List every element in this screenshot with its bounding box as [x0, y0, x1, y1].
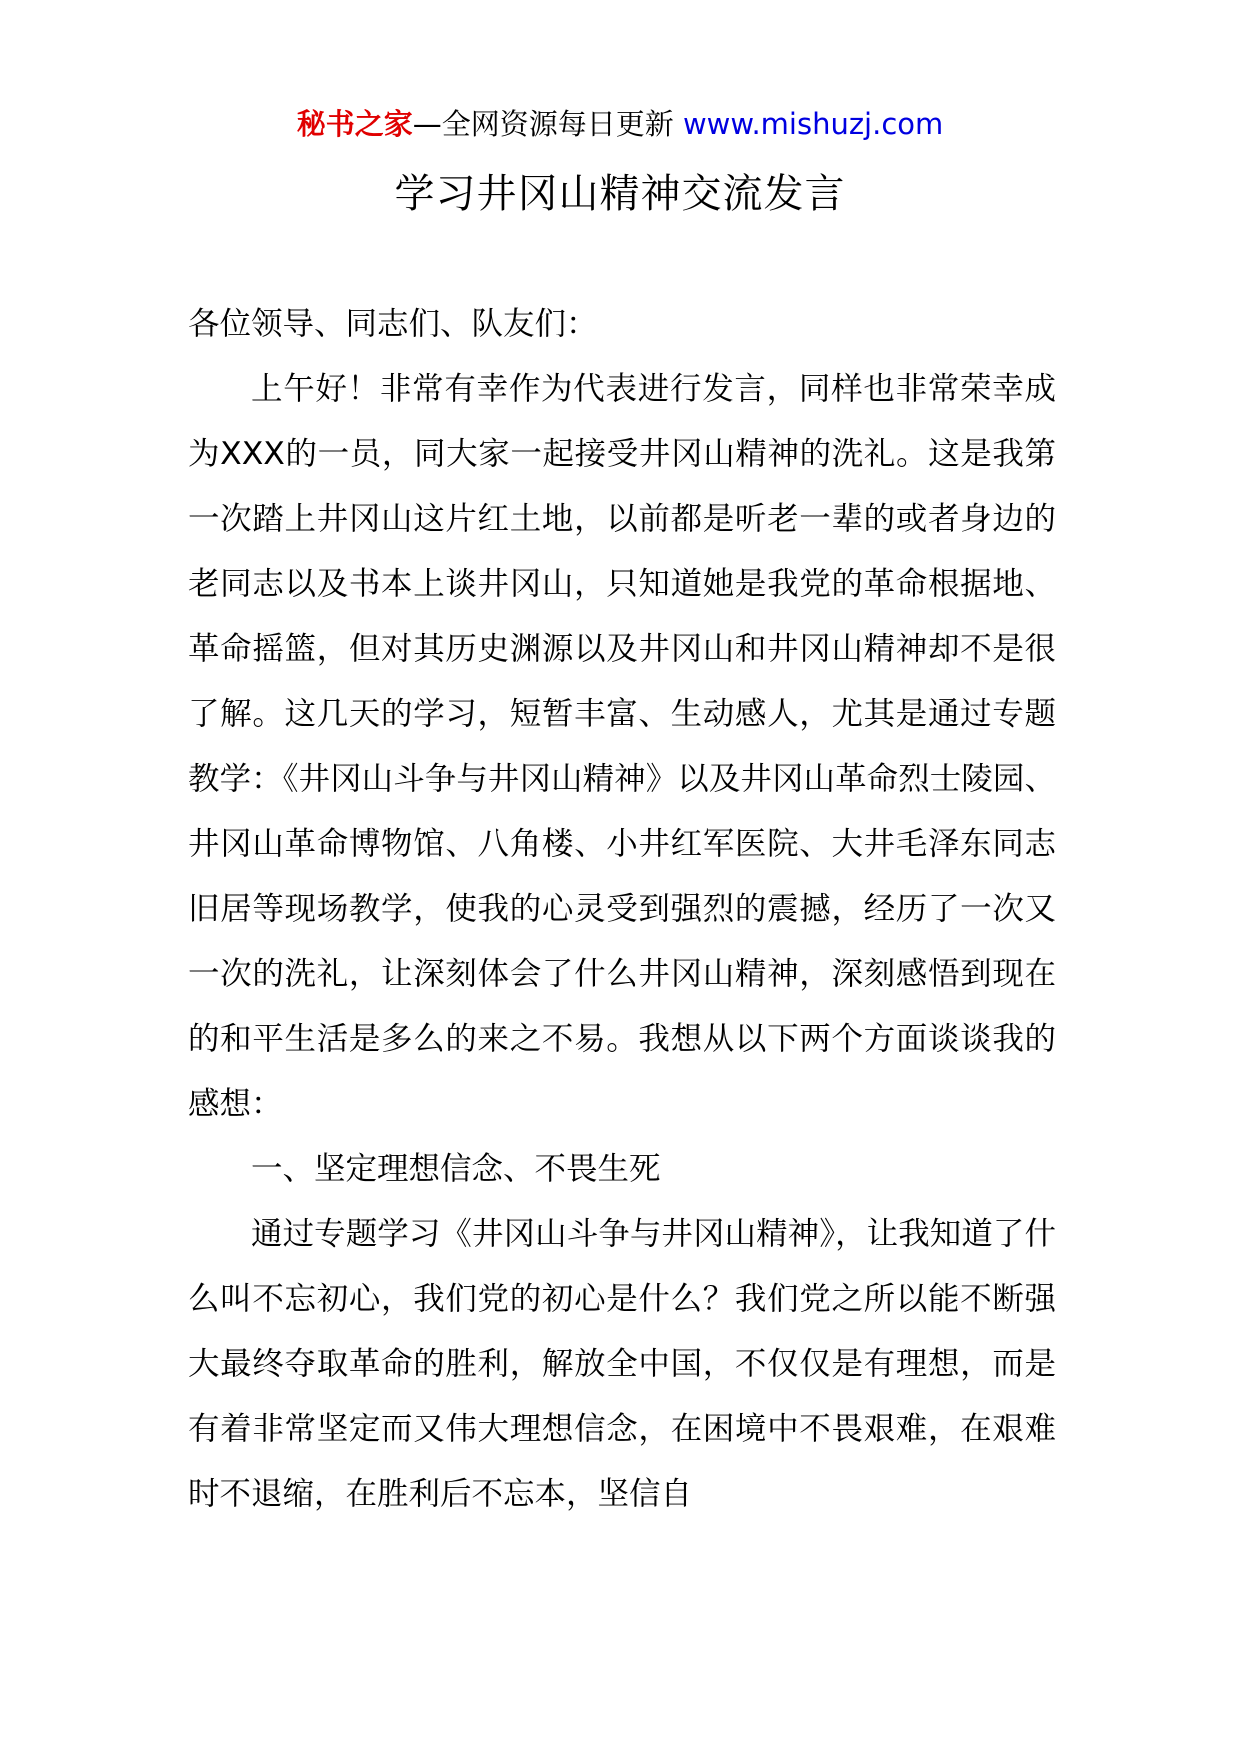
body-paragraph: 上午好！非常有幸作为代表进行发言，同样也非常荣幸成为XXX的一员，同大家一起接受井冈山精神的洗礼。这是我第一次踏上井冈山这片红土地，以前都是听老一辈的或者身边的老同志以及书本上谈井冈山，只知道她是我党的革命根据地、革命摇篮，但对其历史渊源以及井冈山和井冈山精神却不是很了解。这几天的学习，短暂丰富、生动感人，尤其是通过专题教学：《井冈山斗争与井冈山精神》以及井冈山革命烈士陵园、井冈山革命博物馆、八角楼、小井红军医院、大井毛泽东同志旧居等现场教学，使我的心灵受到强烈的震撼，经历了一次又一次的洗礼，让深刻体会了什么井冈山精神，深刻感悟到现在的和平生活是多么的来之不易。我想从以下两个方面谈谈我的感想： [188, 371, 1056, 1122]
header-tagline: —全网资源每日更新 [412, 107, 674, 141]
site-url-link[interactable]: www.mishuzj.com [682, 107, 944, 141]
salutation: 各位领导、同志们、队友们： [188, 306, 598, 342]
brand-name: 秘书之家 [296, 107, 413, 141]
document-body [188, 292, 1056, 1527]
section-heading: 一、坚定理想信念、不畏生死 [251, 1151, 661, 1187]
site-header [0, 102, 1240, 146]
page-title: 学习井冈山精神交流发言 [394, 171, 846, 217]
body-paragraph: 通过专题学习《井冈山斗争与井冈山精神》，让我知道了什么叫不忘初心，我们党的初心是什么？我们党之所以能不断强大最终夺取革命的胜利，解放全中国，不仅仅是有理想，而是有着非常坚定而又伟大理想信念，在困境中不畏艰难，在艰难时不退缩，在胜利后不忘本，坚信自 [188, 1216, 1056, 1512]
